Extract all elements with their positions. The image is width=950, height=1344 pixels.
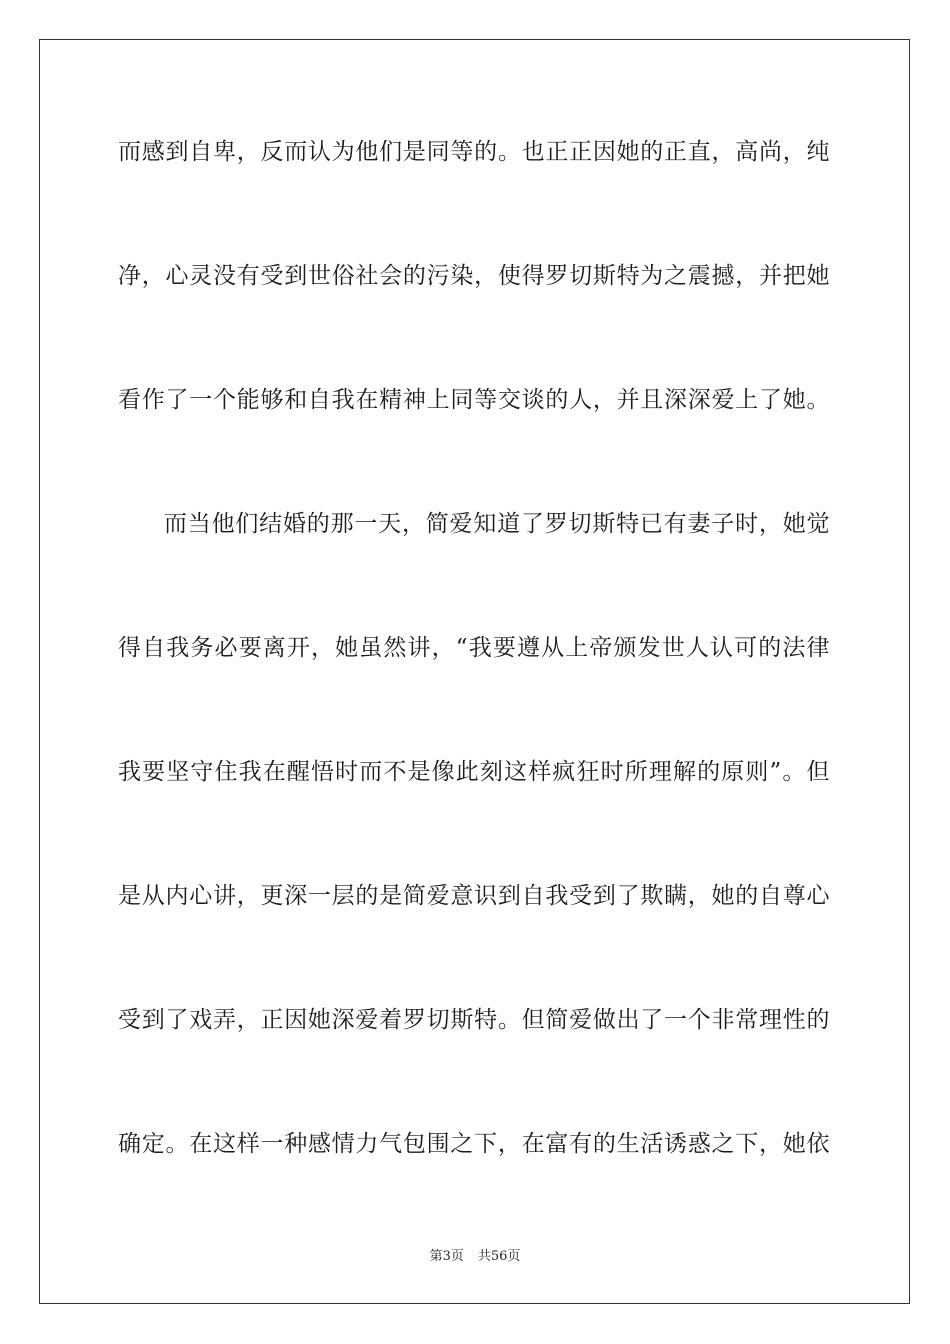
page-footer (0, 1248, 950, 1266)
text-line-8: 受到了戏弄，正因她深爱着罗切斯特。但简爱做出了一个非常理性的 (118, 1007, 830, 1033)
text-line-9: 确定。在这样一种感情力气包围之下，在富有的生活诱惑之下，她依 (118, 1131, 830, 1157)
text-line-3: 看作了一个能够和自我在精神上同等交谈的人，并且深深爱上了她。 (118, 387, 830, 413)
page-border (39, 39, 910, 1304)
current-page-number: 第3页 (429, 1249, 464, 1264)
text-line-7: 是从内心讲，更深一层的是简爱意识到自我受到了欺瞒，她的自尊心 (118, 883, 830, 909)
text-line-1: 而感到自卑，反而认为他们是同等的。也正正因她的正直，高尚，纯 (118, 139, 830, 165)
total-page-count: 共56页 (477, 1249, 521, 1264)
text-line-4: 而当他们结婚的那一天，简爱知道了罗切斯特已有妻子时，她觉 (164, 511, 830, 537)
text-line-5: 得自我务必要离开，她虽然讲，“我要遵从上帝颁发世人认可的法律 (118, 635, 830, 661)
text-line-6: 我要坚守住我在醒悟时而不是像此刻这样疯狂时所理解的原则”。但 (118, 759, 830, 785)
text-line-2: 净，心灵没有受到世俗社会的污染，使得罗切斯特为之震撼，并把她 (118, 263, 830, 289)
